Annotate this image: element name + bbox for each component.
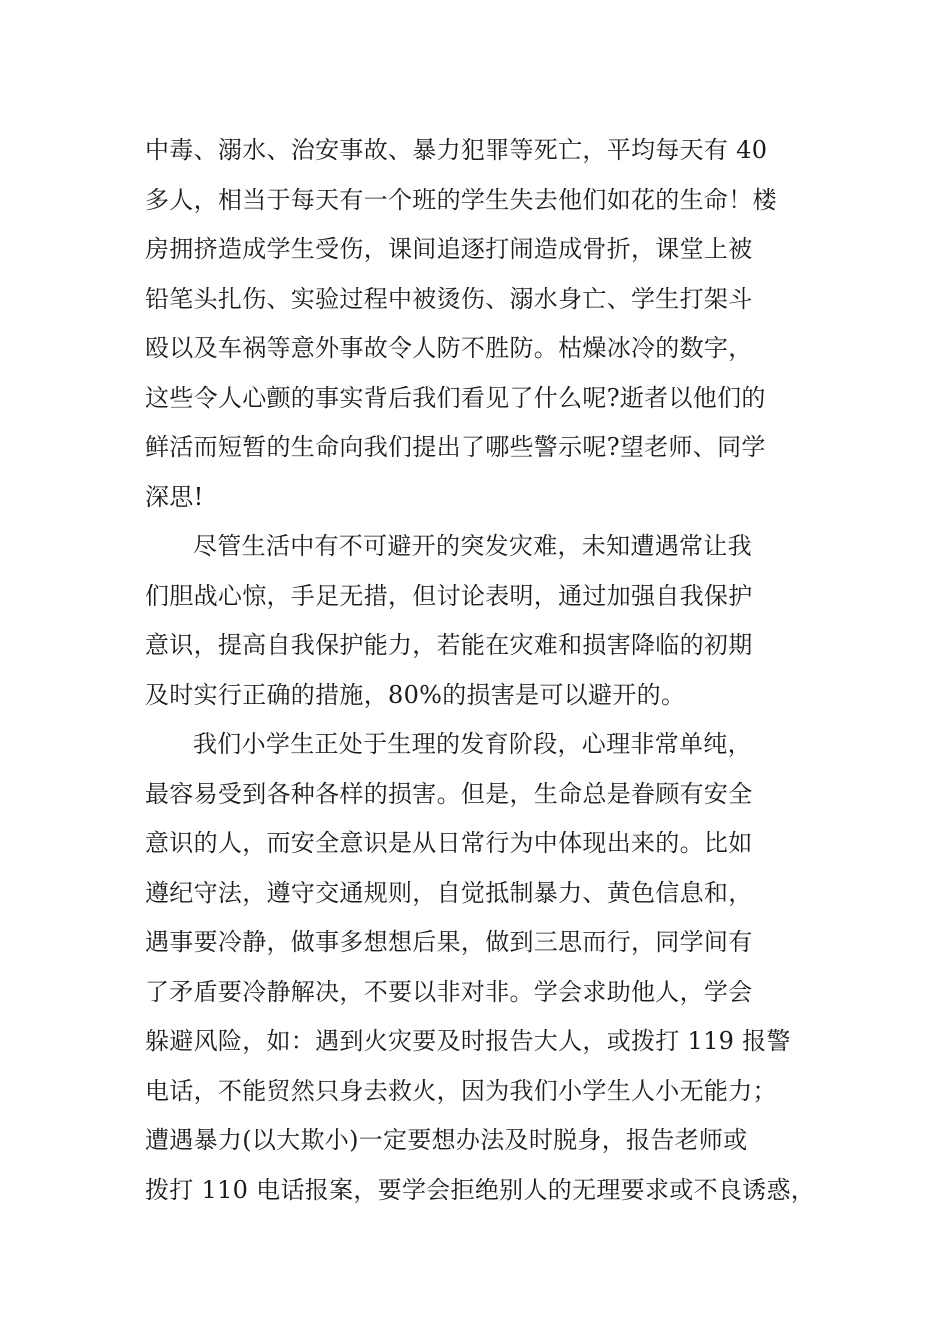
- text-line: 铅笔头扎伤、实验过程中被烫伤、溺水身亡、学生打架斗: [145, 284, 753, 313]
- text-line: 深思!: [145, 482, 204, 511]
- text-line: 了矛盾要冷静解决，不要以非对非。学会求助他人，学会: [145, 977, 753, 1006]
- paragraph-2: [145, 522, 845, 720]
- text-line: 房拥挤造成学生受伤，课间追逐打闹造成骨折，课堂上被: [145, 235, 753, 263]
- text-line: 电话，不能贸然只身去救火，因为我们小学生人小无能力；: [145, 1076, 777, 1105]
- text-line: 殴以及车祸等意外事故令人防不胜防。枯燥冰冷的数字，: [145, 334, 753, 362]
- text-line: 这些令人心颤的事实背后我们看见了什么呢?逝者以他们的: [145, 383, 766, 412]
- text-line: 躲避风险，如：遇到火灾要及时报告大人，或拨打 119 报警: [145, 1027, 791, 1055]
- text-line-indented: 我们小学生正处于生理的发育阶段，心理非常单纯，: [193, 730, 752, 758]
- text-line: 中毒、溺水、治安事故、暴力犯罪等死亡，平均每天有 40: [145, 136, 768, 164]
- text-line: 鲜活而短暂的生命向我们提出了哪些警示呢?望老师、同学: [145, 433, 766, 461]
- text-line: 遇事要冷静，做事多想想后果，做到三思而行，同学间有: [145, 928, 753, 956]
- text-line: 们胆战心惊，手足无措，但讨论表明，通过加强自我保护: [145, 581, 753, 610]
- paragraph-1: [145, 126, 845, 522]
- text-line: 最容易受到各种各样的损害。但是，生命总是眷顾有安全: [145, 779, 753, 808]
- paragraph-3: [145, 720, 845, 1215]
- text-line: 多人，相当于每天有一个班的学生失去他们如花的生命！楼: [145, 185, 777, 214]
- text-line-indented: 尽管生活中有不可避开的突发灾难，未知遭遇常让我: [193, 532, 752, 560]
- text-line: 意识的人，而安全意识是从日常行为中体现出来的。比如: [145, 829, 753, 857]
- text-line: 意识，提高自我保护能力，若能在灾难和损害降临的初期: [145, 631, 753, 659]
- text-line: 拨打 110 电话报案，要学会拒绝别人的无理要求或不良诱惑，: [145, 1175, 816, 1204]
- text-line: 遵纪守法，遵守交通规则，自觉抵制暴力、黄色信息和，: [145, 878, 753, 907]
- body-text: [145, 126, 845, 1215]
- text-line: 遭遇暴力(以大欺小)一定要想办法及时脱身，报告老师或: [145, 1126, 748, 1154]
- text-line: 及时实行正确的措施，80%的损害是可以避开的。: [145, 680, 686, 709]
